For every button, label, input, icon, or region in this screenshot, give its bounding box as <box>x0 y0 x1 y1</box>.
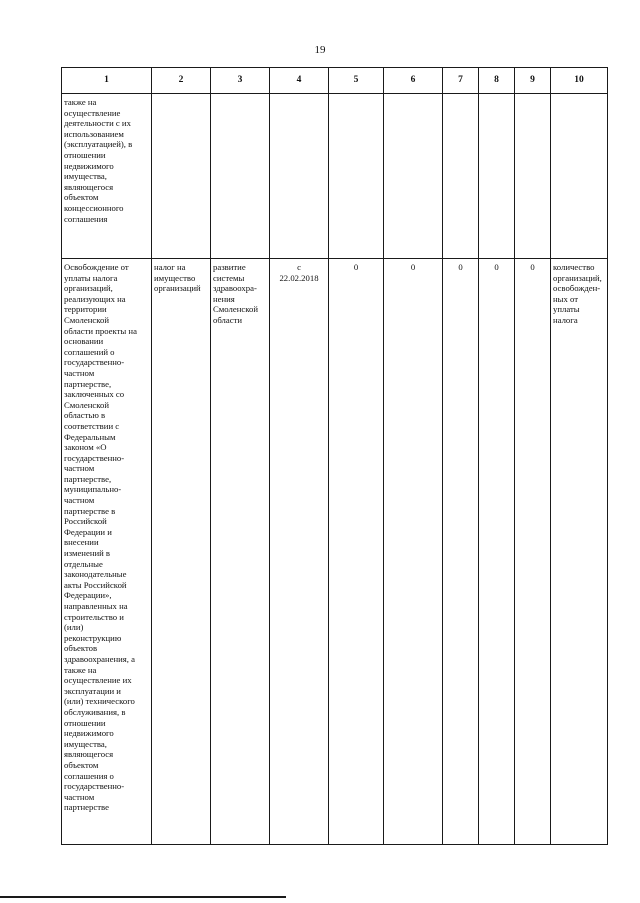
table-cell-value <box>384 259 443 845</box>
cell-text: 0 <box>494 262 499 272</box>
cell-text: налог на имущество организаций <box>154 262 201 294</box>
cell-text: 0 <box>410 262 416 272</box>
table-cell <box>270 94 329 259</box>
footer-rule <box>0 896 286 898</box>
cell-text: 0 <box>353 262 359 272</box>
cell-text <box>551 94 607 97</box>
column-header: 6 <box>384 68 443 94</box>
cell-text: 0 <box>458 262 463 272</box>
table-cell <box>551 94 608 259</box>
cell-text <box>443 94 478 97</box>
table-header-row <box>62 68 608 94</box>
column-header: 10 <box>551 68 608 94</box>
table-cell-date <box>270 259 329 845</box>
table-cell-value <box>443 259 479 845</box>
column-header: 5 <box>329 68 384 94</box>
cell-text <box>479 94 514 97</box>
column-header: 9 <box>515 68 551 94</box>
table-cell-value <box>329 259 384 845</box>
column-header: 4 <box>270 68 329 94</box>
table-cell-value <box>479 259 515 845</box>
table-cell-tax-type <box>152 259 211 845</box>
cell-text <box>211 94 269 97</box>
table-cell <box>329 94 384 259</box>
cell-text: с 22.02.2018 <box>279 262 319 283</box>
cell-text: также на осуществление деятельности с их использованием (эксплуатацией), в отношении недвижимого имущества, являющегося объектом концессионного соглашения <box>64 97 133 224</box>
column-header: 7 <box>443 68 479 94</box>
table-cell <box>479 94 515 259</box>
table-cell-value <box>515 259 551 845</box>
table-cell-description <box>62 259 152 845</box>
cell-text: 0 <box>530 262 535 272</box>
table-cell-goal <box>211 259 270 845</box>
table-cell <box>443 94 479 259</box>
cell-text: развитие системы здравоохра- нения Смоленской области <box>213 262 258 325</box>
column-header: 8 <box>479 68 515 94</box>
cell-text: количество организаций, освобожден- ных от уплаты налога <box>553 262 602 325</box>
table-cell-description <box>62 94 152 259</box>
table-cell <box>384 94 443 259</box>
table-row <box>62 259 608 845</box>
cell-text: Освобождение от уплаты налога организаций, реализующих на территории Смоленской области проекты на основании соглашений о государственно- частном партнерстве, заключенных со Смоленской областью в соответствии с Федеральным законом «О государственно- частном партнерстве, муниципально- частном партнерстве в Российской Федерации и внесении изменений в отдельные законодательные акты Российской Федерации», направленных на строительство и (или) реконструкцию объектов здравоохранения, а также на осуществление их эксплуатации и (или) технического обслуживания, в отношении недвижимого имущества, являющегося объектом соглашения о государственно- частном партнерстве <box>64 262 137 813</box>
table-cell <box>211 94 270 259</box>
table-cell-indicator <box>551 259 608 845</box>
table-cell <box>152 94 211 259</box>
column-header: 1 <box>62 68 152 94</box>
cell-text <box>515 94 550 97</box>
cell-text <box>329 94 383 97</box>
column-header: 2 <box>152 68 211 94</box>
cell-text <box>270 94 328 97</box>
cell-text <box>384 94 442 97</box>
table-cell <box>515 94 551 259</box>
page-number: 19 <box>314 44 326 56</box>
tax-benefits-table <box>61 67 608 845</box>
column-header: 3 <box>211 68 270 94</box>
table-row <box>62 94 608 259</box>
cell-text <box>152 94 210 97</box>
